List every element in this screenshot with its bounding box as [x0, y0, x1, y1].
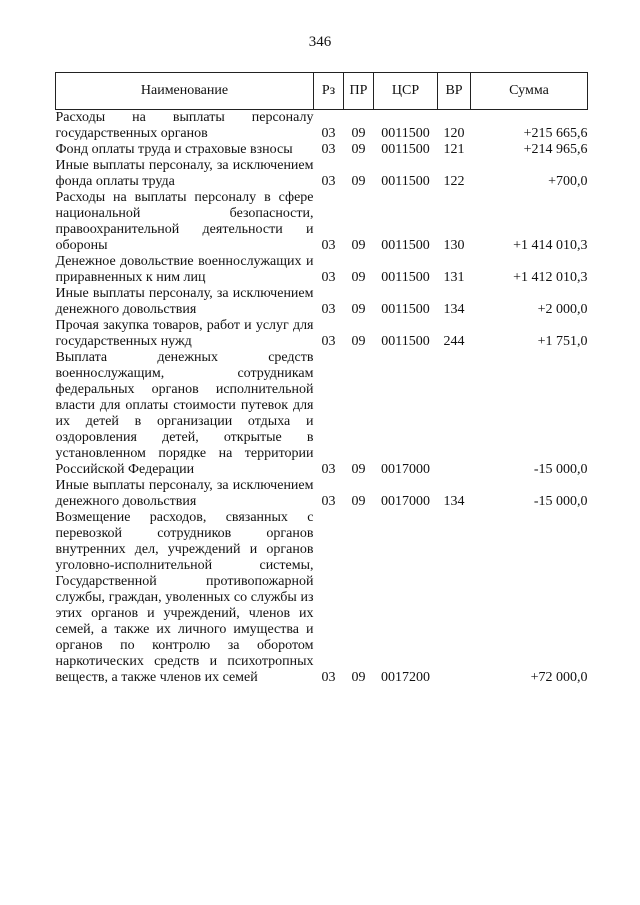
row-name: Расходы на выплаты персоналу в сфере национальной безопасности, правоохранительной деятельности и обороны	[55, 190, 314, 253]
row-csr: 0011500	[381, 238, 430, 253]
row-csr: 0011500	[381, 142, 430, 157]
row-sum: +214 965,6	[523, 142, 588, 157]
row-rz: 03	[321, 494, 336, 509]
row-csr: 0011500	[381, 334, 430, 349]
row-name: Прочая закупка товаров, работ и услуг для государственных нужд	[55, 318, 314, 349]
row-sum: +1 414 010,3	[513, 238, 588, 253]
row-rz: 03	[321, 174, 336, 189]
row-vr: 122	[443, 174, 465, 189]
page-number: 346	[308, 34, 332, 50]
table-row	[56, 286, 588, 318]
row-pr: 09	[351, 174, 366, 189]
table-row	[56, 190, 588, 254]
header-csr: ЦСР	[374, 73, 438, 110]
budget-table	[55, 72, 588, 686]
row-sum: -15 000,0	[533, 462, 588, 477]
row-csr: 0011500	[381, 174, 430, 189]
row-name: Иные выплаты персоналу, за исключением денежного довольствия	[55, 478, 314, 509]
row-rz: 03	[321, 670, 336, 685]
row-pr: 09	[351, 670, 366, 685]
row-vr: 121	[443, 142, 465, 157]
table-row	[56, 254, 588, 286]
table-row	[56, 478, 588, 510]
row-rz: 03	[321, 238, 336, 253]
row-pr: 09	[351, 462, 366, 477]
row-csr: 0017200	[381, 670, 430, 685]
row-sum: +2 000,0	[537, 302, 588, 317]
table-row	[56, 318, 588, 350]
row-sum: +1 412 010,3	[513, 270, 588, 285]
row-rz: 03	[321, 142, 336, 157]
row-sum: +215 665,6	[523, 126, 588, 141]
row-rz: 03	[321, 462, 336, 477]
row-pr: 09	[351, 302, 366, 317]
row-csr: 0017000	[381, 462, 430, 477]
row-vr: 244	[443, 334, 465, 349]
row-vr: 134	[443, 302, 465, 317]
row-vr	[438, 510, 471, 686]
row-csr: 0011500	[381, 126, 430, 141]
table-row	[56, 142, 588, 158]
row-vr: 130	[443, 238, 465, 253]
header-vr: ВР	[438, 73, 471, 110]
row-vr: 131	[443, 270, 465, 285]
header-sum: Сумма	[471, 73, 588, 110]
row-sum: +72 000,0	[530, 670, 588, 685]
row-vr: 120	[443, 126, 465, 141]
row-rz: 03	[321, 302, 336, 317]
row-name: Денежное довольствие военнослужащих и приравненных к ним лиц	[55, 254, 314, 285]
header-rz: Рз	[314, 73, 344, 110]
row-rz: 03	[321, 334, 336, 349]
table-row	[56, 350, 588, 478]
row-pr: 09	[351, 126, 366, 141]
header-name: Наименование	[56, 73, 314, 110]
row-sum: +1 751,0	[537, 334, 588, 349]
row-name: Фонд оплаты труда и страховые взносы	[55, 142, 293, 157]
row-vr	[438, 350, 471, 478]
header-pr: ПР	[344, 73, 374, 110]
row-pr: 09	[351, 494, 366, 509]
row-rz: 03	[321, 126, 336, 141]
table-header-row	[56, 73, 588, 110]
row-name: Возмещение расходов, связанных с перевозкой сотрудников органов внутренних дел, учреждений и органов уголовно-исполнительной системы, Государственной противопожарной службы, граждан, уволенных со службы из этих органов и учреждений, членов их семей, а также их личного имущества и органов по контролю за оборотом наркотических средств и психотропных веществ, а также членов их семей	[55, 510, 314, 685]
row-name: Иные выплаты персоналу, за исключением фонда оплаты труда	[55, 158, 314, 189]
row-vr: 134	[443, 494, 465, 509]
row-pr: 09	[351, 334, 366, 349]
table-row	[56, 110, 588, 143]
row-sum: +700,0	[548, 174, 588, 189]
table-row	[56, 510, 588, 686]
table-row	[56, 158, 588, 190]
row-sum: -15 000,0	[533, 494, 588, 509]
row-name: Расходы на выплаты персоналу государственных органов	[55, 110, 314, 141]
row-pr: 09	[351, 142, 366, 157]
row-name: Иные выплаты персоналу, за исключением денежного довольствия	[55, 286, 314, 317]
row-pr: 09	[351, 270, 366, 285]
row-rz: 03	[321, 270, 336, 285]
row-csr: 0011500	[381, 302, 430, 317]
row-pr: 09	[351, 238, 366, 253]
row-name: Выплата денежных средств военнослужащим, сотрудникам федеральных органов исполнительной власти для оплаты стоимости путевок для их детей в организации отдыха и оздоровления детей, открытые в установленном порядке на территории Российской Федерации	[55, 350, 314, 477]
row-csr: 0017000	[381, 494, 430, 509]
row-csr: 0011500	[381, 270, 430, 285]
